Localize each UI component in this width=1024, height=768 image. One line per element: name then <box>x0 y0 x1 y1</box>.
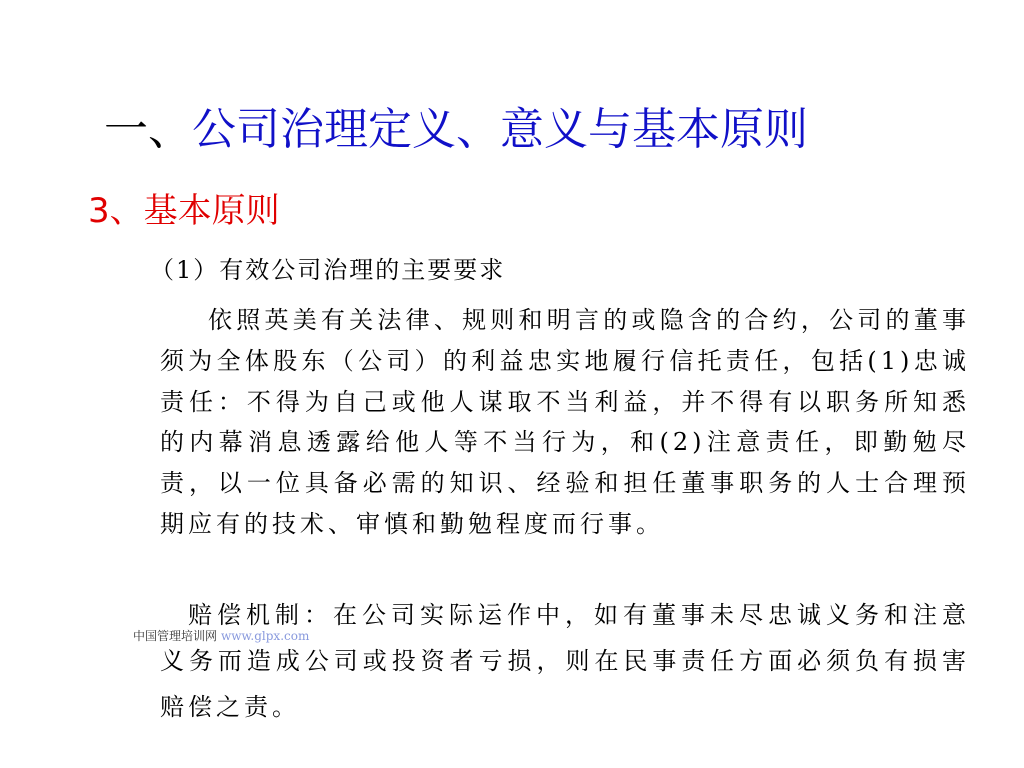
body-paragraph-1: 依照英美有关法律、规则和明言的或隐含的合约，公司的董事须为全体股东（公司）的利益忠实地履行信托责任，包括(1)忠诚责任：不得为自己或他人谋取不当利益，并不得有以职务所知悉的内幕消息透露给他人等不当行为，和(2)注意责任，即勤勉尽责，以一位具备必需的知识、经验和担任董事职务的人士合理预期应有的技术、审慎和勤勉程度而行事。 <box>160 306 970 538</box>
section-heading: 3、基本原则 <box>88 191 280 231</box>
subheading: （1）有效公司治理的主要要求 <box>150 256 506 284</box>
watermark <box>133 628 309 644</box>
watermark-url: www.glpx.com <box>221 629 310 643</box>
title-main: 公司治理定义、意义与基本原则 <box>192 104 808 155</box>
slide-title <box>104 102 984 158</box>
title-prefix: 一、 <box>104 104 192 155</box>
watermark-text: 中国管理培训网 <box>133 629 218 643</box>
body-paragraph-2: 赔偿机制：在公司实际运作中，如有董事未尽忠诚义务和注意义务而造成公司或投资者亏损，则在民事责任方面必须负有损害赔偿之责。 <box>160 601 970 721</box>
